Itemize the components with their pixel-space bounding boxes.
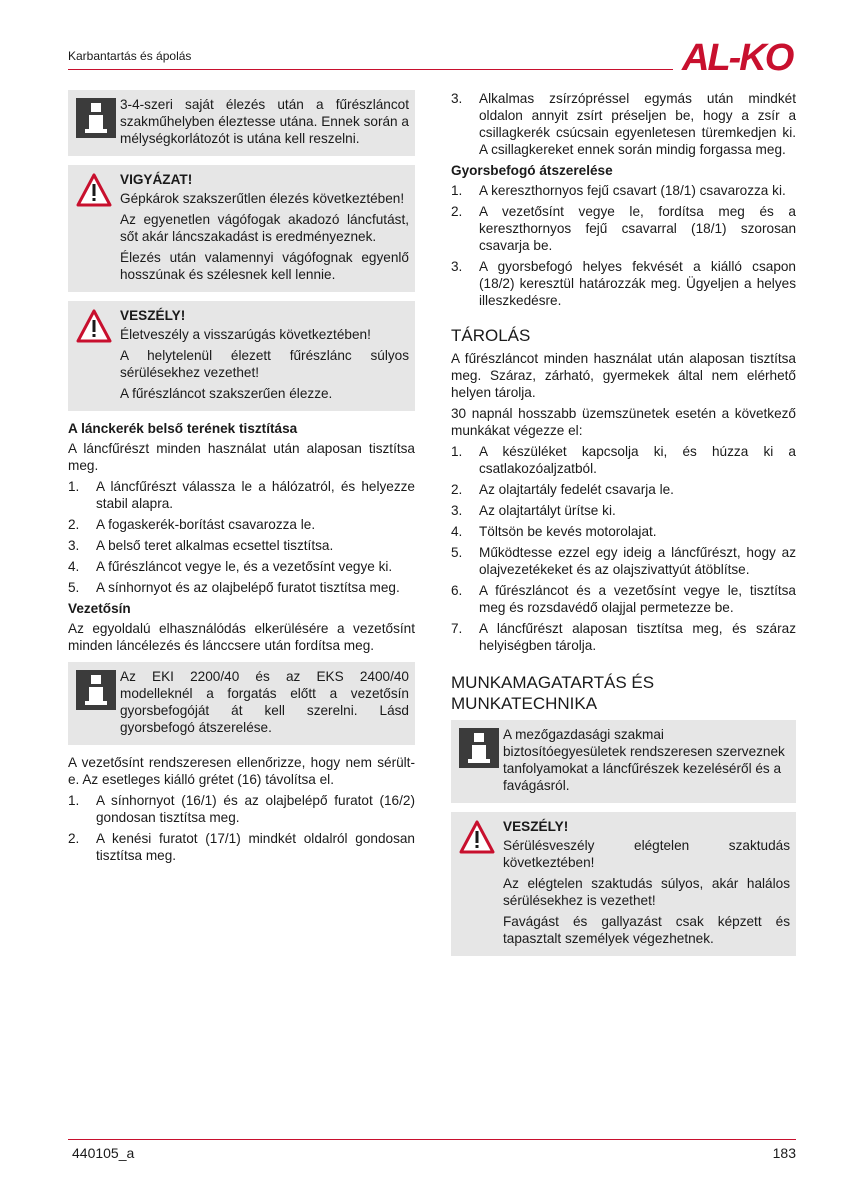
- info-icon: [76, 670, 116, 710]
- info-text: 3-4-szeri saját élezés után a fűrészláncot szakműhelyben éleztesse utána. Ennek során a mélységkorlátozót is utána kell reszelni.: [120, 97, 409, 146]
- list-item: 2. Az olajtartály fedelét csavarja le.: [451, 482, 674, 497]
- page-number: 183: [772, 1145, 796, 1161]
- caution-box: [68, 165, 415, 292]
- list-item: 3. A belső teret alkalmas ecsettel tisztítsa.: [68, 538, 334, 553]
- danger-box-skills: [451, 812, 796, 956]
- section-heading-quick-tension: Gyorsbefogó átszerelése: [451, 163, 613, 178]
- info-box-training: [451, 720, 796, 803]
- caution-text-1: Gépkárok szakszerűtlen élezés következtében!: [120, 191, 405, 206]
- danger-text-2: Az elégtelen szaktudás súlyos, akár halálos sérülésekhez is vezethet!: [503, 876, 790, 908]
- danger-text-2: A helytelenül élezett fűrészlánc súlyos sérülésekhez vezethet!: [120, 348, 409, 380]
- document-id: 440105_a: [72, 1145, 135, 1161]
- footer-divider: [68, 1139, 796, 1140]
- right-column: [451, 90, 796, 965]
- section-heading-sprocket-cleaning: A lánckerék belső terének tisztítása: [68, 421, 298, 436]
- list-item: 3. Alkalmas zsírzópréssel egymás után mindkét oldalon annyit zsírt préseljen be, hogy a zsír a csillagkerék csúcsain egyenletesen türemkedjen ki. A csillagkereket ennek során mindig forgassa meg.: [451, 91, 796, 157]
- list-item: 3. Az olajtartályt ürítse ki.: [451, 503, 616, 518]
- info-text: A mezőgazdasági szakmai biztosítóegyesületek rendszeresen szerveznek tanfolyamokat a láncfűrészek kezeléséről és a favágásról.: [503, 727, 785, 793]
- section-heading-guide-bar: Vezetősín: [68, 601, 131, 616]
- quick-tension-steps: [451, 182, 796, 309]
- danger-text-3: Favágást és gallyazást csak képzett és tapasztalt személyek végezhetnek.: [503, 914, 790, 946]
- list-item: 2. A kenési furatot (17/1) mindkét oldalról gondosan tisztítsa meg.: [68, 831, 415, 863]
- section-heading-work-technique: MUNKAMAGATARTÁS ÉS MUNKATECHNIKA: [451, 673, 655, 713]
- info-box-sharpening: [68, 90, 415, 156]
- caution-text-2: Az egyenetlen vágófogak akadozó láncfutást, sőt akár láncszakadást is eredményeznek.: [120, 212, 409, 244]
- danger-text-1: Sérülésveszély elégtelen szaktudás következtében!: [503, 838, 790, 870]
- list-item: 2. A fogaskerék-borítást csavarozza le.: [68, 517, 316, 532]
- caution-text-3: Élezés után valamennyi vágófognak egyenlő hosszúnak és szélesnek kell lennie.: [120, 250, 409, 282]
- warning-triangle-icon: [76, 173, 112, 207]
- list-item: 1. A kereszthornyos fejű csavart (18/1) csavarozza ki.: [451, 183, 786, 198]
- info-box-quick-tension: [68, 662, 415, 745]
- section-intro: A láncfűrészt minden használat után alaposan tisztítsa meg.: [68, 441, 415, 473]
- info-icon: [76, 98, 116, 138]
- list-item: 2. A vezetősínt vegye le, fordítsa meg és a kereszthornyos fejű csavarral (18/1) szorosan csavarja be.: [451, 204, 796, 253]
- alko-logo-text: AL-KO: [682, 37, 793, 77]
- list-item: 3. A gyorsbefogó helyes fekvését a kiálló csapon (18/2) keresztül határozzák meg. Ügyeljen a helyes illeszkedésre.: [451, 259, 796, 308]
- danger-title: VESZÉLY!: [503, 819, 569, 834]
- sprocket-cleaning-steps: [68, 478, 415, 596]
- storage-steps: [451, 443, 796, 654]
- danger-text-1: Életveszély a visszarúgás következtében!: [120, 327, 371, 342]
- guide-bar-steps: [68, 792, 415, 864]
- caution-title: VIGYÁZAT!: [120, 172, 193, 187]
- storage-text-1: A fűrészláncot minden használat után alaposan tisztítsa meg. Száraz, zárható, gyermekek által nem elérhető helyen tárolja.: [451, 351, 796, 400]
- list-item: 1. A készüléket kapcsolja ki, és húzza ki a csatlakozóaljzatból.: [451, 444, 796, 476]
- guide-bar-steps-continued: [451, 90, 796, 158]
- alko-logo: [680, 37, 802, 77]
- list-item: 7. A láncfűrészt alaposan tisztítsa meg, és száraz helyiségben tárolja.: [451, 621, 796, 653]
- list-item: 1. A láncfűrészt válassza le a hálózatról, és helyezze stabil alapra.: [68, 479, 415, 511]
- info-text: Az EKI 2200/40 és az EKS 2400/40 modelleknél a forgatás előtt a vezetősín gyorsbefogóját át kell szerelni. Lásd gyorsbefogó átszerelése.: [120, 669, 409, 735]
- guide-bar-check-text: A vezetősínt rendszeresen ellenőrizze, hogy nem sérült-e. Az esetleges kiálló grétet (16) távolítsa el.: [68, 755, 415, 787]
- header-divider: [68, 69, 673, 70]
- warning-triangle-icon: [76, 309, 112, 343]
- list-item: 5. Működtesse ezzel egy ideig a láncfűrészt, hogy az olajvezetékeket és az olajszivattyút átöblítse.: [451, 545, 796, 577]
- list-item: 1. A sínhornyot (16/1) és az olajbelépő furatot (16/2) gondosan tisztítsa meg.: [68, 793, 415, 825]
- guide-bar-intro: Az egyoldalú elhasználódás elkerülésére a vezetősínt minden láncélezés és lánccsere után fordítsa meg.: [68, 621, 415, 653]
- warning-triangle-icon: [459, 820, 495, 854]
- list-item: 6. A fűrészláncot és a vezetősínt vegye le, tisztítsa meg és rozsdavédő olajjal permetezze be.: [451, 583, 796, 615]
- section-heading-storage: TÁROLÁS: [451, 326, 531, 345]
- danger-title: VESZÉLY!: [120, 308, 186, 323]
- list-item: 4. A fűrészláncot vegye le, és a vezetősínt vegye ki.: [68, 559, 393, 574]
- left-column: [68, 90, 415, 868]
- list-item: 5. A sínhornyot és az olajbelépő furatot tisztítsa meg.: [68, 580, 400, 595]
- danger-text-3: A fűrészláncot szakszerűen élezze.: [120, 386, 333, 401]
- storage-text-2: 30 napnál hosszabb üzemszünetek esetén a következő munkákat végezze el:: [451, 406, 796, 438]
- info-icon: [459, 728, 499, 768]
- page-header-title: Karbantartás és ápolás: [68, 49, 192, 63]
- list-item: 4. Töltsön be kevés motorolajat.: [451, 524, 657, 539]
- danger-box-kickback: [68, 301, 415, 411]
